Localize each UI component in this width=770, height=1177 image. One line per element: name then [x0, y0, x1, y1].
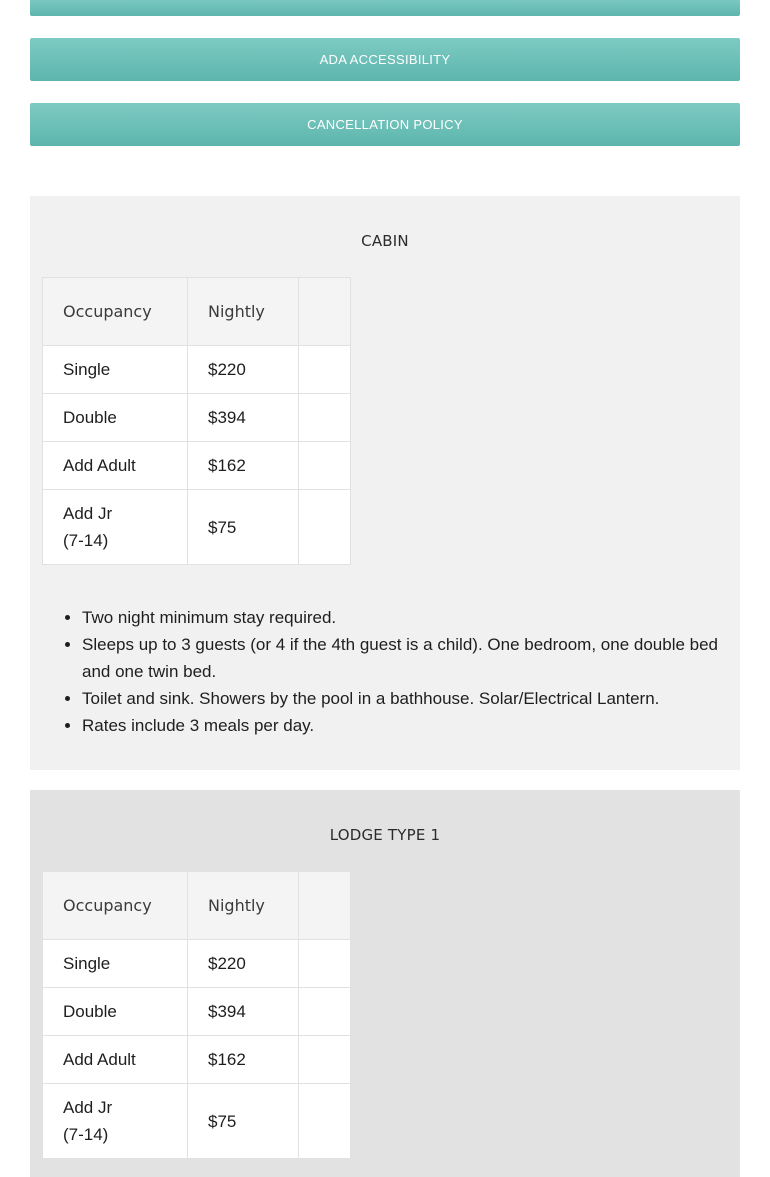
table-row [43, 1036, 351, 1084]
header-empty [299, 872, 351, 940]
table-header-row [43, 278, 351, 346]
nightly-cell: $394 [188, 394, 299, 442]
occupancy-cell: Add Adult [43, 1036, 188, 1084]
table-row [43, 346, 351, 394]
nightly-cell: $220 [188, 940, 299, 988]
extra-cell [299, 940, 351, 988]
occupancy-cell: Add Jr (7-14) [43, 1084, 188, 1159]
list-item: • Rates include 3 meals per day. [82, 712, 732, 739]
occupancy-cell: Double [43, 988, 188, 1036]
table-header-row [43, 872, 351, 940]
list-item: • Sleeps up to 3 guests (or 4 if the 4th guest is a child). One bedroom, one double bed and one twin bed. [82, 631, 732, 685]
header-nightly: Nightly [188, 872, 299, 940]
accordion-button-top[interactable] [30, 0, 740, 16]
list-item: • Two night minimum stay required. [82, 604, 732, 631]
header-occupancy: Occupancy [43, 872, 188, 940]
nightly-cell: $394 [188, 988, 299, 1036]
cancellation-policy-button[interactable]: CANCELLATION POLICY [30, 103, 740, 146]
table-row [43, 988, 351, 1036]
nightly-cell: $220 [188, 346, 299, 394]
cabin-section [30, 196, 740, 770]
table-row [43, 394, 351, 442]
nightly-cell: $75 [188, 490, 299, 565]
extra-cell [299, 1084, 351, 1159]
table-row [43, 442, 351, 490]
lodge-title: LODGE TYPE 1 [329, 826, 441, 844]
occupancy-cell: Add Adult [43, 442, 188, 490]
occupancy-cell: Double [43, 394, 188, 442]
cabin-rate-table [42, 277, 351, 565]
header-occupancy: Occupancy [43, 278, 188, 346]
cabin-notes-list [52, 604, 732, 739]
occupancy-cell: Single [43, 346, 188, 394]
header-nightly: Nightly [188, 278, 299, 346]
table-row [43, 1084, 351, 1159]
ada-accessibility-button[interactable]: ADA ACCESSIBILITY [30, 38, 740, 81]
extra-cell [299, 490, 351, 565]
extra-cell [299, 394, 351, 442]
extra-cell [299, 346, 351, 394]
occupancy-cell: Single [43, 940, 188, 988]
cabin-title: CABIN [361, 232, 409, 250]
extra-cell [299, 988, 351, 1036]
list-item: • Toilet and sink. Showers by the pool in a bathhouse. Solar/Electrical Lantern. [82, 685, 732, 712]
extra-cell [299, 1036, 351, 1084]
lodge-rate-table [42, 871, 351, 1159]
header-empty [299, 278, 351, 346]
table-row [43, 940, 351, 988]
nightly-cell: $162 [188, 442, 299, 490]
table-row [43, 490, 351, 565]
nightly-cell: $162 [188, 1036, 299, 1084]
lodge-section [30, 790, 740, 1177]
nightly-cell: $75 [188, 1084, 299, 1159]
occupancy-cell: Add Jr (7-14) [43, 490, 188, 565]
extra-cell [299, 442, 351, 490]
